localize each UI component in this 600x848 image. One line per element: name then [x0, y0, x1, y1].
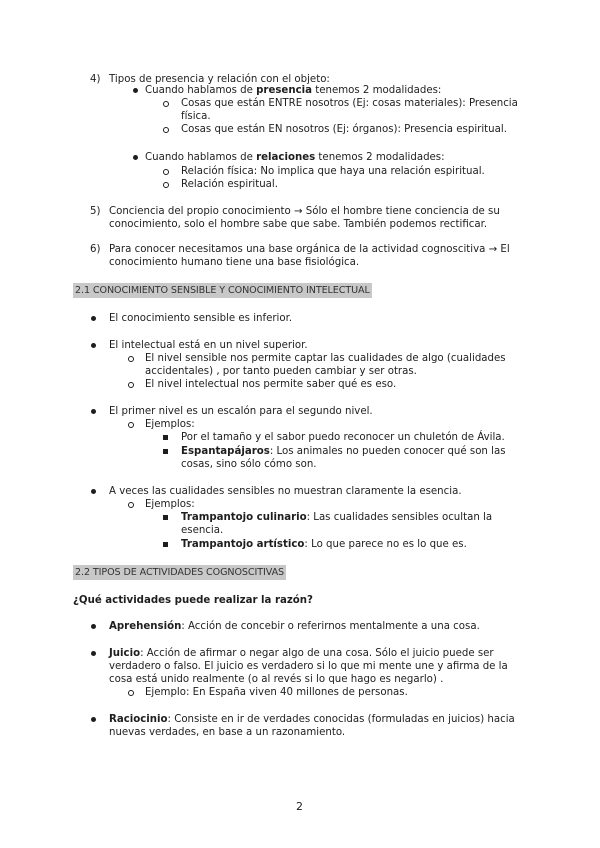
list-item-text: Cuando hablamos de presencia tenemos 2 modalidades:: [145, 85, 442, 96]
list-number: 4): [90, 74, 101, 85]
list-item-text: El nivel intelectual nos permite saber qué es eso.: [145, 379, 397, 390]
circle-bullet-icon: [128, 502, 134, 508]
section-heading: 2.1 CONOCIMIENTO SENSIBLE Y CONOCIMIENTO INTELECTUAL: [75, 285, 370, 296]
list-item-text: Relación espiritual.: [181, 179, 278, 190]
list-item-text: Trampantojo culinario: Las cualidades sensibles ocultan la: [181, 512, 493, 523]
bullet-icon: [91, 651, 96, 656]
bullet-icon: [91, 343, 96, 348]
circle-bullet-icon: [163, 182, 169, 188]
list-item-text: cosas, sino sólo cómo son.: [181, 459, 317, 470]
list-item-text: Ejemplos:: [145, 499, 195, 510]
square-bullet-icon: [163, 542, 168, 547]
circle-bullet-icon: [163, 101, 169, 107]
list-item-text: Cosas que están ENTRE nosotros (Ej: cosas materiales): Presencia: [181, 98, 518, 109]
bullet-icon: [133, 155, 138, 160]
bullet-icon: [91, 316, 96, 321]
list-item-text: Raciocinio: Consiste en ir de verdades conocidas (formuladas en juicios) hacia: [109, 714, 515, 725]
square-bullet-icon: [163, 449, 168, 454]
list-item-text: accidentales) , por tanto pueden cambiar y ser otras.: [145, 366, 417, 377]
list-item-text: El conocimiento sensible es inferior.: [109, 313, 293, 324]
circle-bullet-icon: [163, 127, 169, 133]
circle-bullet-icon: [163, 169, 169, 175]
square-bullet-icon: [163, 515, 168, 520]
circle-bullet-icon: [128, 382, 134, 388]
list-item-text: Ejemplos:: [145, 419, 195, 430]
bullet-icon: [91, 409, 96, 414]
list-item-text: A veces las cualidades sensibles no muestran claramente la esencia.: [109, 486, 462, 497]
list-item-text: Espantapájaros: Los animales no pueden conocer qué son las: [181, 446, 506, 457]
list-item-text: Cuando hablamos de relaciones tenemos 2 modalidades:: [145, 152, 445, 163]
list-item-text: El intelectual está en un nivel superior.: [109, 340, 308, 351]
circle-bullet-icon: [128, 690, 134, 696]
list-item-text: Para conocer necesitamos una base orgánica de la actividad cognoscitiva → El: [109, 244, 510, 255]
list-item-text: esencia.: [181, 525, 224, 536]
list-item-text: Conciencia del propio conocimiento → Sólo el hombre tiene conciencia de su: [109, 206, 500, 217]
list-number: 6): [90, 244, 101, 255]
list-item-text: Por el tamaño y el sabor puedo reconocer un chuletón de Ávila.: [181, 432, 505, 443]
list-item-text: Aprehensión: Acción de concebir o referirnos mentalmente a una cosa.: [109, 621, 480, 632]
list-item-text: verdadero o falso. El juicio es verdadero si lo que mi mente une y afirma de la: [109, 661, 508, 672]
list-item-text: Relación física: No implica que haya una relación espiritual.: [181, 166, 485, 177]
list-item-text: física.: [181, 111, 211, 122]
list-item-text: Ejemplo: En España viven 40 millones de personas.: [145, 687, 408, 698]
list-item-text: Juicio: Acción de afirmar o negar algo de una cosa. Sólo el juicio puede ser: [109, 648, 494, 659]
list-item-text: nuevas verdades, en base a un razonamiento.: [109, 727, 346, 738]
bullet-icon: [91, 489, 96, 494]
square-bullet-icon: [163, 435, 168, 440]
bullet-icon: [133, 88, 138, 93]
list-item-text: cosa está unido realmente (o al revés si lo que hago es negarlo) .: [109, 674, 444, 685]
bullet-icon: [91, 717, 96, 722]
section-heading: 2.2 TIPOS DE ACTIVIDADES COGNOSCITIVAS: [75, 567, 285, 578]
circle-bullet-icon: [128, 422, 134, 428]
list-item-text: conocimiento humano tiene una base fisiológica.: [109, 257, 360, 268]
question-heading: ¿Qué actividades puede realizar la razón?: [73, 595, 313, 606]
list-item-text: El primer nivel es un escalón para el segundo nivel.: [109, 406, 373, 417]
list-item-text: conocimiento, solo el hombre sabe que sabe. También podemos rectificar.: [109, 219, 488, 230]
circle-bullet-icon: [128, 356, 134, 362]
page-number: 2: [296, 800, 303, 813]
list-item-text: Tipos de presencia y relación con el objeto:: [109, 74, 330, 85]
list-item-text: Cosas que están EN nosotros (Ej: órganos): Presencia espiritual.: [181, 124, 507, 135]
bullet-icon: [91, 624, 96, 629]
list-item-text: El nivel sensible nos permite captar las cualidades de algo (cualidades: [145, 353, 506, 364]
list-number: 5): [90, 206, 101, 217]
list-item-text: Trampantojo artístico: Lo que parece no es lo que es.: [181, 539, 467, 550]
